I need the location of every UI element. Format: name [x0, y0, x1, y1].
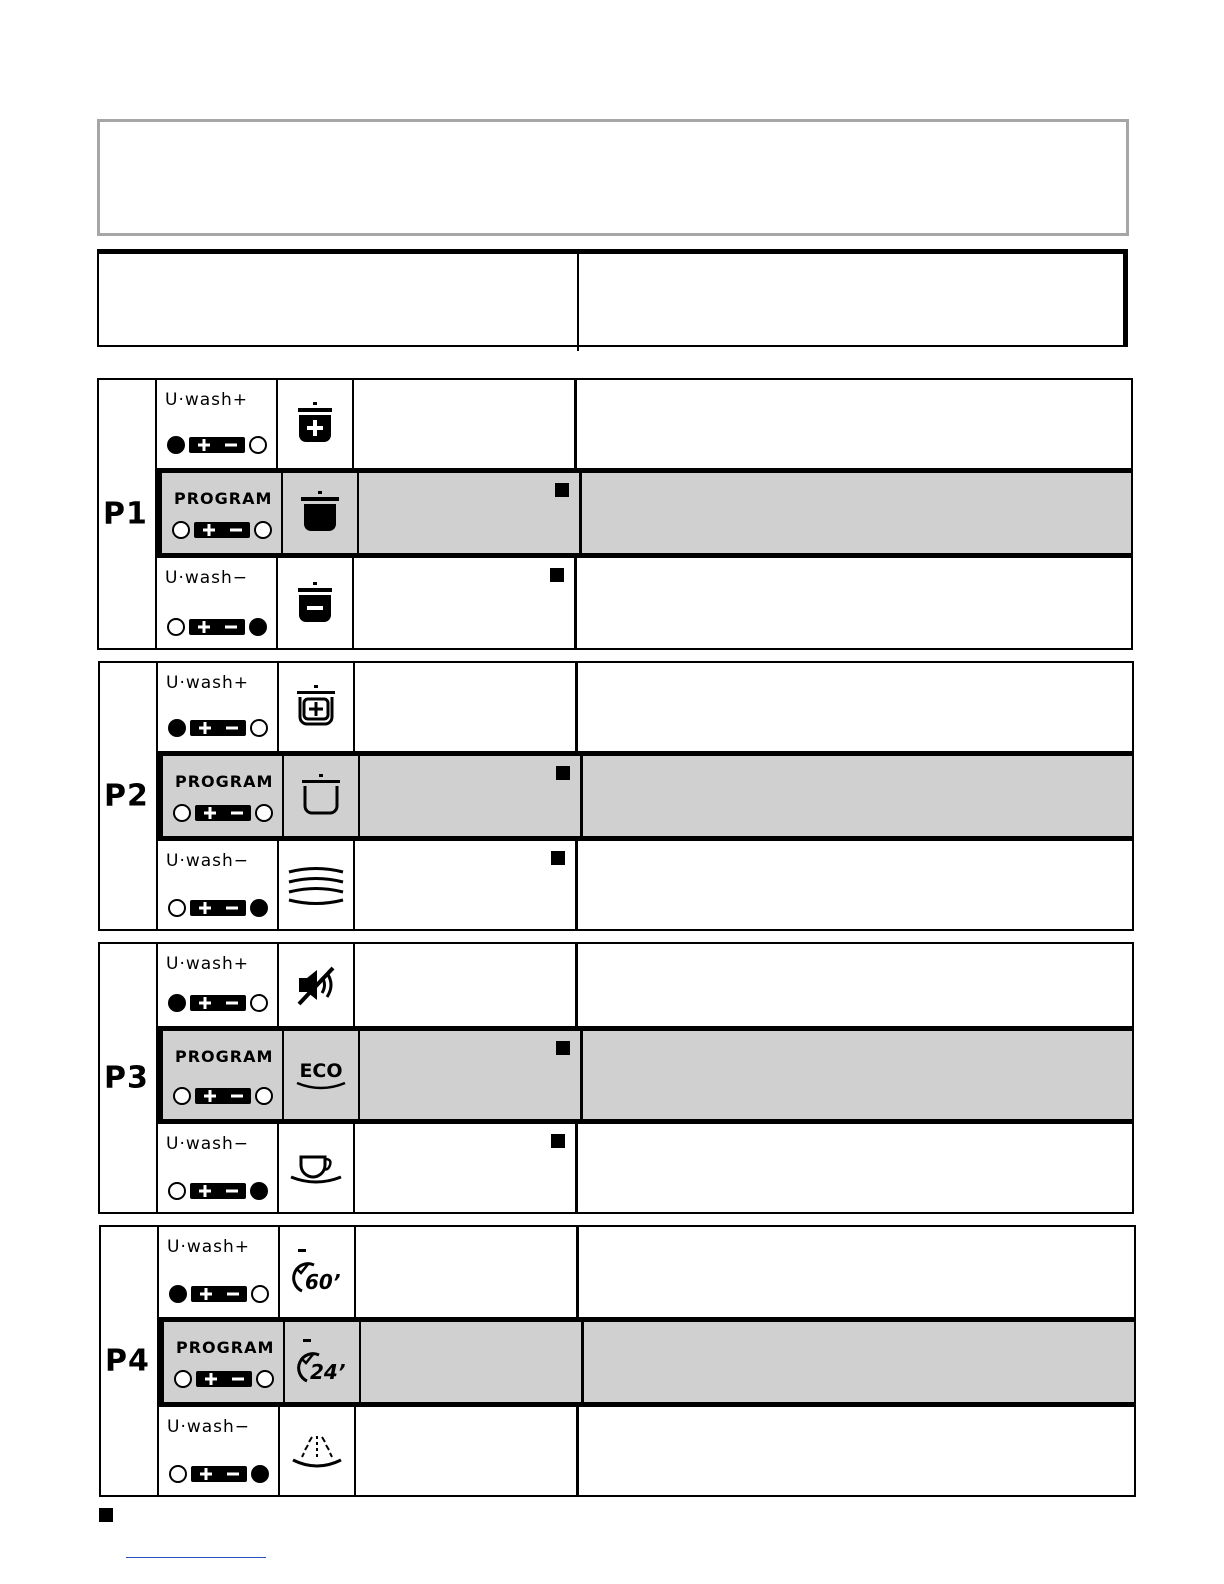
selector-indicator-plus — [166, 992, 270, 1018]
selector-indicator-minus — [166, 897, 270, 923]
control-cell — [163, 756, 284, 836]
control-label: U·wash− — [167, 1417, 251, 1437]
program-row — [158, 841, 1132, 931]
control-label: PROGRAM — [176, 1338, 275, 1357]
footnote-separator-line — [126, 1557, 266, 1558]
footnote-marker — [551, 851, 565, 865]
control-label: U·wash+ — [165, 390, 249, 410]
waves-icon — [279, 841, 355, 931]
program-row — [158, 1124, 1132, 1214]
footnote-marker — [555, 483, 569, 497]
program-row — [157, 558, 1131, 650]
footnote-marker — [550, 568, 564, 582]
pot-minus-filled-icon — [278, 558, 354, 650]
group-label: P2 — [104, 778, 149, 814]
control-label: U·wash− — [165, 568, 249, 588]
footnote-marker — [556, 1041, 570, 1055]
program-group-p4 — [99, 1225, 1136, 1497]
program-group-p2 — [98, 661, 1134, 931]
control-cell — [162, 473, 283, 553]
description-cell — [360, 756, 583, 836]
program-row — [159, 1407, 1134, 1497]
control-cell — [163, 1031, 284, 1119]
description-cell — [359, 473, 582, 553]
header-table — [97, 249, 1128, 347]
program-group-p1 — [97, 378, 1133, 650]
title-box — [97, 119, 1129, 236]
control-label: PROGRAM — [175, 1047, 274, 1066]
description-cell — [354, 558, 577, 650]
control-label: PROGRAM — [175, 772, 274, 791]
program-group-p3 — [98, 942, 1134, 1214]
group-label-cell — [99, 380, 157, 648]
silent-icon — [279, 944, 355, 1026]
control-label: U·wash+ — [166, 673, 250, 693]
control-cell — [158, 1124, 279, 1214]
timer-24-icon — [285, 1322, 361, 1402]
program-row — [157, 380, 1131, 468]
selector-indicator-neutral — [171, 802, 275, 828]
header-divider — [577, 254, 579, 351]
description-cell — [361, 1322, 584, 1402]
control-cell — [157, 558, 278, 650]
control-cell — [158, 841, 279, 931]
control-label: U·wash− — [166, 1134, 250, 1154]
selector-indicator-minus — [167, 1463, 271, 1489]
selector-indicator-minus — [166, 1180, 270, 1206]
group-label-cell — [100, 944, 158, 1212]
description-cell — [355, 1124, 578, 1214]
selector-indicator-neutral — [170, 519, 274, 545]
selector-indicator-neutral — [172, 1368, 276, 1394]
pot-filled-icon — [283, 473, 359, 553]
footnote-marker — [551, 1134, 565, 1148]
control-cell — [157, 380, 278, 468]
timer-24-text: 24’ — [310, 1360, 346, 1384]
selector-indicator-plus — [165, 434, 269, 460]
description-cell — [355, 944, 578, 1026]
control-cell — [159, 1407, 280, 1497]
timer-60-text: 60’ — [305, 1270, 341, 1294]
description-cell — [356, 1407, 579, 1497]
selector-indicator-neutral — [171, 1085, 275, 1111]
program-row — [159, 1227, 1134, 1317]
pot-plus-outline-icon — [279, 663, 355, 751]
program-row — [158, 944, 1132, 1026]
description-cell — [355, 663, 578, 751]
eco-icon-text: ECO — [299, 1060, 343, 1082]
description-cell — [355, 841, 578, 931]
control-label: U·wash+ — [166, 954, 250, 974]
control-label: PROGRAM — [174, 489, 273, 508]
pot-plus-filled-icon — [278, 380, 354, 468]
rinse-icon — [280, 1407, 356, 1497]
group-label: P4 — [105, 1343, 150, 1379]
group-label: P1 — [103, 496, 148, 532]
program-row — [158, 751, 1132, 841]
control-cell — [159, 1227, 280, 1317]
description-cell — [354, 380, 577, 468]
program-row — [158, 1026, 1132, 1124]
footnote-marker — [556, 766, 570, 780]
timer-60-icon — [280, 1227, 356, 1317]
footnote-marker-legend — [99, 1508, 113, 1522]
control-cell — [164, 1322, 285, 1402]
pot-outline-icon — [284, 756, 360, 836]
description-cell — [356, 1227, 579, 1317]
control-label: U·wash− — [166, 851, 250, 871]
description-cell — [360, 1031, 583, 1119]
program-row — [158, 663, 1132, 751]
eco-icon — [284, 1031, 360, 1119]
group-label: P3 — [104, 1060, 149, 1096]
selector-indicator-plus — [167, 1283, 271, 1309]
program-row — [159, 1317, 1134, 1407]
group-label-cell — [100, 663, 158, 929]
group-label-cell — [101, 1227, 159, 1495]
program-row — [157, 468, 1131, 558]
selector-indicator-plus — [166, 717, 270, 743]
control-label: U·wash+ — [167, 1237, 251, 1257]
cup-icon — [279, 1124, 355, 1214]
selector-indicator-minus — [165, 616, 269, 642]
control-cell — [158, 944, 279, 1026]
control-cell — [158, 663, 279, 751]
